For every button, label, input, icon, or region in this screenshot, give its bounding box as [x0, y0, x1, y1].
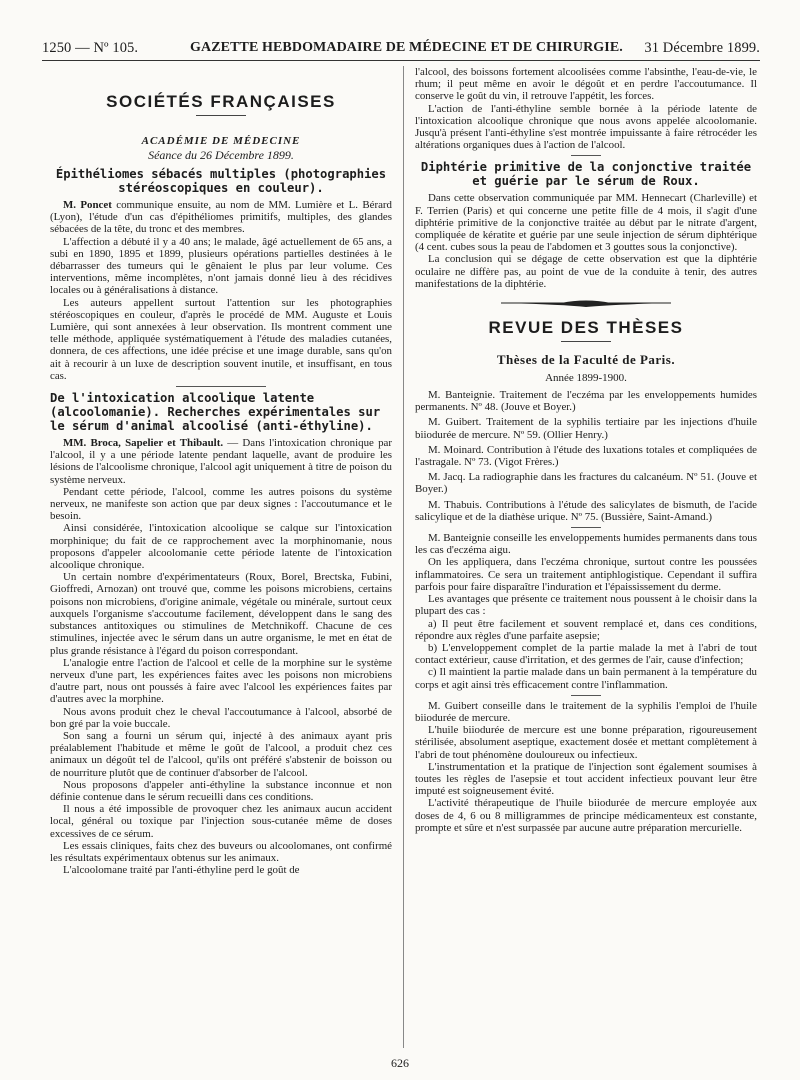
- thesis-entry: M. Moinard. Contribution à l'étude des luxations totales et compliquées de l'astragale. Nº 73. (Vigot Frères.): [415, 443, 757, 469]
- separator: [176, 386, 266, 387]
- academic-year: Année 1899-1900.: [545, 372, 627, 385]
- paragraph-text: — Dans l'intoxication chronique par l'alcool, il y a une période latente pendant laquelle, avant de produire les lésions de l'alcoolisme chronique, l'alcool agit uniquement à titre de poison du système nerveux.: [50, 437, 392, 486]
- ornament-divider: [501, 298, 671, 308]
- author-name: M. Poncet: [63, 199, 112, 211]
- column-divider: [403, 66, 404, 1048]
- separator: [571, 527, 601, 528]
- paragraph: M. Guibert conseille dans le traitement de la syphilis l'emploi de l'huile biiodurée de mercure.: [415, 699, 757, 724]
- paragraph: Nous avons produit chez le cheval l'accoutumance à l'alcool, absorbé de bon gré par la voie buccale.: [50, 705, 392, 730]
- journal-title: GAZETTE HEBDOMADAIRE DE MÉDECINE ET DE CHIRURGIE.: [190, 40, 623, 55]
- paragraph: a) Il peut être facilement et souvent remplacé et, dans ces conditions, répondre aux règles d'une parfaite asepsie;: [415, 617, 757, 642]
- separator: [571, 695, 601, 696]
- article-title: Diphtérie primitive de la conjonctive traitée et guérie par le sérum de Roux.: [420, 160, 752, 189]
- paragraph: Nous proposons d'appeler anti-éthyline la substance inconnue et non définie contenue dans le sérum recueilli dans ces conditions.: [50, 778, 392, 803]
- paragraph: On les appliquera, dans l'eczéma chronique, surtout contre les poussées inflammatoires. Ce sera un traitement antiphlogistique. Cependant il suffira parfois pour faire disparaître l'induration et l'épaississement du derme.: [415, 556, 757, 593]
- paragraph: M. Banteignie conseille les enveloppements humides permanents dans tous les cas d'eczéma aigu.: [415, 532, 757, 557]
- section-rule: [196, 115, 246, 116]
- paragraph: Dans cette observation communiquée par MM. Hennecart (Charleville) et F. Terrien (Paris) et qui concerne une petite fille de 4 mois, il s'agit d'une diphtérie primitive de la conjonctive traitée au début par le nitrate d'argent, compliquée de kératite et guérie par une seule injection de sérum diphtérique (4 cent. cubes sous la peau de l'abdomen et 3 gouttes sous la conjonctive).: [415, 192, 757, 254]
- separator: [571, 155, 601, 156]
- paragraph: L'huile biiodurée de mercure est une bonne préparation, rigoureusement stérilisée, absolument aseptique, exactement dosée et mettant complètement à l'abri de tout phénomène douloureux ou infectieux.: [415, 724, 757, 761]
- paragraph: b) L'enveloppement complet de la partie malade la met à l'abri de tout contact extérieur, cause d'irritation, et des germes de l'air, cause d'infection;: [415, 641, 757, 667]
- paragraph: Un certain nombre d'expérimentateurs (Roux, Borel, Brectska, Fubini, Gioffredi, Arnozan) ont trouvé que, comme les poisons microbiens, certains poisons non microbiens, d'origine animale, végétale ou minérale, surtout ceux auxquels l'organisme s'accoutume facilement, développent dans le sang des substances antitoxiques ou stimulines de Metchnikoff. Chacune de ces stimulines, injectée avec le sérum dans un autre organisme, le met en état de plus grande résistance à l'égard du poison correspondant.: [50, 571, 392, 657]
- thesis-entry: M. Thabuis. Contributions à l'étude des salicylates de bismuth, de l'acide salicylique et de la diathèse urique. Nº 75. (Bussière, Saint-Amand.): [415, 498, 757, 523]
- paragraph: La conclusion qui se dégage de cette observation est que la diphtérie oculaire ne diffère pas, au point de vue de la conduite à tenir, des autres manifestations de la diphtérie.: [415, 253, 757, 290]
- paragraph: L'analogie entre l'action de l'alcool et celle de la morphine sur le système nerveux d'une part, les expériences faites avec les poisons non microbiens d'autre part, nous ont poussés à faire avec l'alcool les expériences faites par d'autres avec la morphine.: [50, 656, 392, 706]
- issue-date: 31 Décembre 1899.: [644, 40, 760, 56]
- subsection-title: Thèses de la Faculté de Paris.: [496, 352, 676, 368]
- paragraph: Les essais cliniques, faits chez des buveurs ou alcoolomanes, ont confirmé les résultats expérimentaux obtenus sur les animaux.: [50, 839, 392, 864]
- paragraph: Il nous a été impossible de provoquer chez les animaux aucun accident local, général ou toxique par l'injection sous-cutanée même de doses excessives de ce sérum.: [50, 803, 392, 840]
- header-rule: [42, 60, 760, 61]
- article-title: De l'intoxication alcoolique latente (alcoolomanie). Recherches expérimentales sur le sérum d'animal alcoolisé (anti-éthyline).: [50, 391, 381, 434]
- paragraph: c) Il maintient la partie malade dans un bain permanent à la température du corps et agit ainsi très efficacement contre l'inflammation.: [415, 666, 757, 691]
- running-head: [42, 36, 760, 62]
- paragraph: L'action de l'anti-éthyline semble bornée à la période latente de l'intoxication alcoolique chronique que nous avons appelée alcoolomanie. Jusqu'à présent l'anti-éthyline s'est montrée impuissante à faire rétrocéder les altérations organiques dues à l'action de l'alcool.: [415, 102, 757, 152]
- thesis-entry: M. Banteignie. Traitement de l'eczéma par les enveloppements humides permanents. Nº 48. (Jouve et Boyer.): [415, 389, 757, 414]
- paragraph: Pendant cette période, l'alcool, comme les autres poisons du système nerveux, ne manifeste son action que par deux signes : l'accoutumance et le besoin.: [50, 485, 392, 523]
- paragraph: L'activité thérapeutique de l'huile biiodurée de mercure employée aux doses de 4, 6 ou 8 milligrammes de principe médicamenteux est constante, prompte et sûre et n'est surpassée par aucune autre préparation mercurielle.: [415, 797, 757, 834]
- left-column: [50, 66, 392, 876]
- paragraph: l'alcool, des boissons fortement alcoolisées comme l'absinthe, l'eau-de-vie, le rhum; il peut même en avoir le dégoût et en perdre l'accoutumance. Il conserve le goût du vin, il retrouve l'appétit, les forces.: [415, 66, 757, 103]
- paragraph: Ainsi considérée, l'intoxication alcoolique se calque sur l'intoxication morphinique; du fait de ce rapprochement avec la morphinomanie, nous proposons d'appeler alcoolomanie cette période latente de l'intoxication alcoolique chronique.: [50, 522, 392, 572]
- thesis-entry: M. Guibert. Traitement de la syphilis tertiaire par les injections d'huile biiodurée de mercure. Nº 59. (Ollier Henry.): [415, 416, 757, 441]
- paragraph: L'affection a débuté il y a 40 ans; le malade, âgé actuellement de 65 ans, a subi en 1890, 1895 et 1899, plusieurs opérations partielles destinées à le débarrasser des tumeurs qui le gênaient le plus par leur volume. Ces interventions, même incomplètes, n'ont jamais donné lieu à des récidives locales ou à généralisations à distance.: [50, 235, 392, 297]
- author-name: MM. Broca, Sapelier et Thibault.: [63, 437, 224, 450]
- section-title: SOCIÉTÉS FRANÇAISES: [106, 92, 336, 111]
- paragraph: L'instrumentation et la pratique de l'injection sont également soumises à toutes les règles de l'asepsie et tout accident infectieux pouvant leur être imputé est soigneusement évité.: [415, 760, 757, 798]
- academy-heading: ACADÉMIE DE MÉDECINE: [141, 135, 301, 147]
- paragraph: Les avantages que présente ce traitement nous poussent à le choisir dans la plupart des cas :: [415, 593, 757, 618]
- paragraph: [50, 199, 392, 236]
- paragraph: Les auteurs appellent surtout l'attention sur les photographies stéréoscopiques en couleur, d'après le procédé de MM. Auguste et Louis Lumière, qui sont annexées à leur observation. Ils montrent comment une telle méthode, appliquée systématiquement à l'étude des maladies cutanées, donnera, de ces affections, une idée précise et une image durable, sans qu'on ait à recourir à un luxe de description souvent inutile, et insuffisant, en tous cas.: [50, 296, 392, 382]
- thesis-entry: M. Jacq. La radiographie dans les fractures du calcanéum. Nº 51. (Jouve et Boyer.): [415, 471, 757, 496]
- section-rule: [561, 341, 611, 342]
- paragraph: Son sang a fourni un sérum qui, injecté à des animaux ayant pris préalablement l'habitude et même le goût de l'alcool, a produit chez ces animaux un dégoût tel de l'alcool, qu'ils ont préféré s'abstenir de boisson ou de nourriture plutôt que de continuer d'absorber de l'alcool.: [50, 729, 392, 779]
- article-title: Épithéliomes sébacés multiples (photographies stéréoscopiques en couleur).: [55, 167, 387, 195]
- seance-date: Séance du 26 Décembre 1899.: [148, 148, 294, 162]
- paragraph: L'alcoolomane traité par l'anti-éthyline perd le goût de: [63, 864, 300, 877]
- section-title: REVUE DES THÈSES: [488, 318, 684, 338]
- right-column: [415, 66, 757, 834]
- paragraph-text: communique ensuite, au nom de MM. Lumière et L. Bérard (Lyon), l'étude d'un cas d'épithéliomes primitifs, multiples, des glandes sébacées de la tête, du tronc et des membres.: [50, 199, 392, 236]
- page-number: 626: [391, 1056, 409, 1070]
- issue-number: 1250 — Nº 105.: [42, 40, 139, 56]
- paragraph: [50, 437, 392, 486]
